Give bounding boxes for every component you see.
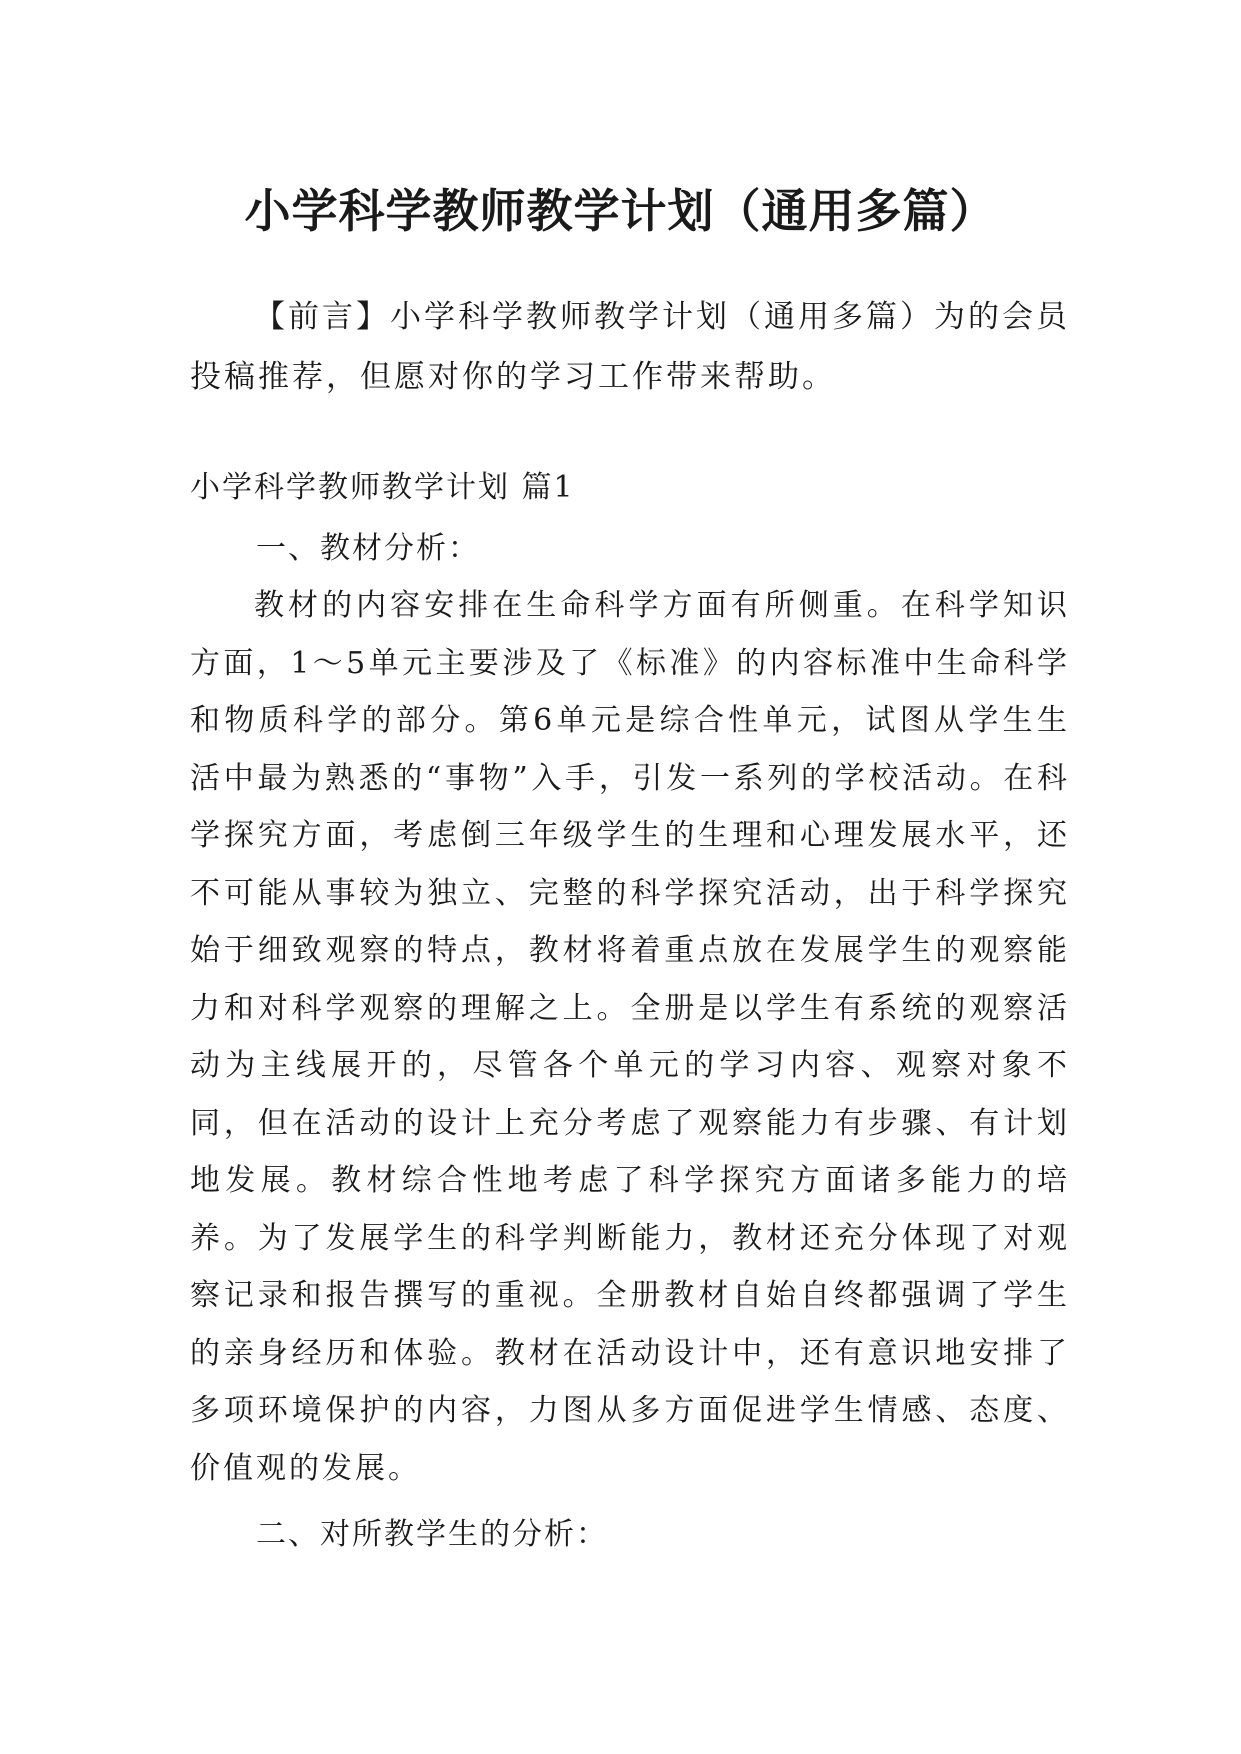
document-title: 小学科学教师教学计划（通用多篇） <box>244 183 997 238</box>
foreword-paragraph: 【前言】小学科学教师教学计划（通用多篇）为的会员投稿推荐，但愿对你的学习工作带来帮助。 <box>190 299 1070 395</box>
heading-textbook-analysis: 一、教材分析： <box>256 531 480 566</box>
body-paragraph: 教材的内容安排在生命科学方面有所侧重。在科学知识方面，1～5单元主要涉及了《标准》的内容标准中生命科学和物质科学的部分。第6单元是综合性单元，试图从学生生活中最为熟悉的“事物”入手，引发一系列的学校活动。在科学探究方面，考虑倒三年级学生的生理和心理发展水平，还不可能从事较为独立、完整的科学探究活动，出于科学探究始于细致观察的特点，教材将着重点放在发展学生的观察能力和对科学观察的理解之上。全册是以学生有系统的观察活动为主线展开的，尽管各个单元的学习内容、观察对象不同，但在活动的设计上充分考虑了观察能力有步骤、有计划地发展。教材综合性地考虑了科学探究方面诸多能力的培养。为了发展学生的科学判断能力，教材还充分体现了对观察记录和报告撰写的重视。全册教材自始自终都强调了学生的亲身经历和体验。教材在活动设计中，还有意识地安排了多项环境保护的内容，力图从多方面促进学生情感、态度、价值观的发展。 <box>190 588 1070 1486</box>
heading-student-analysis: 二、对所教学生的分析： <box>256 1517 608 1552</box>
section-title: 小学科学教师教学计划 篇1 <box>190 470 575 505</box>
